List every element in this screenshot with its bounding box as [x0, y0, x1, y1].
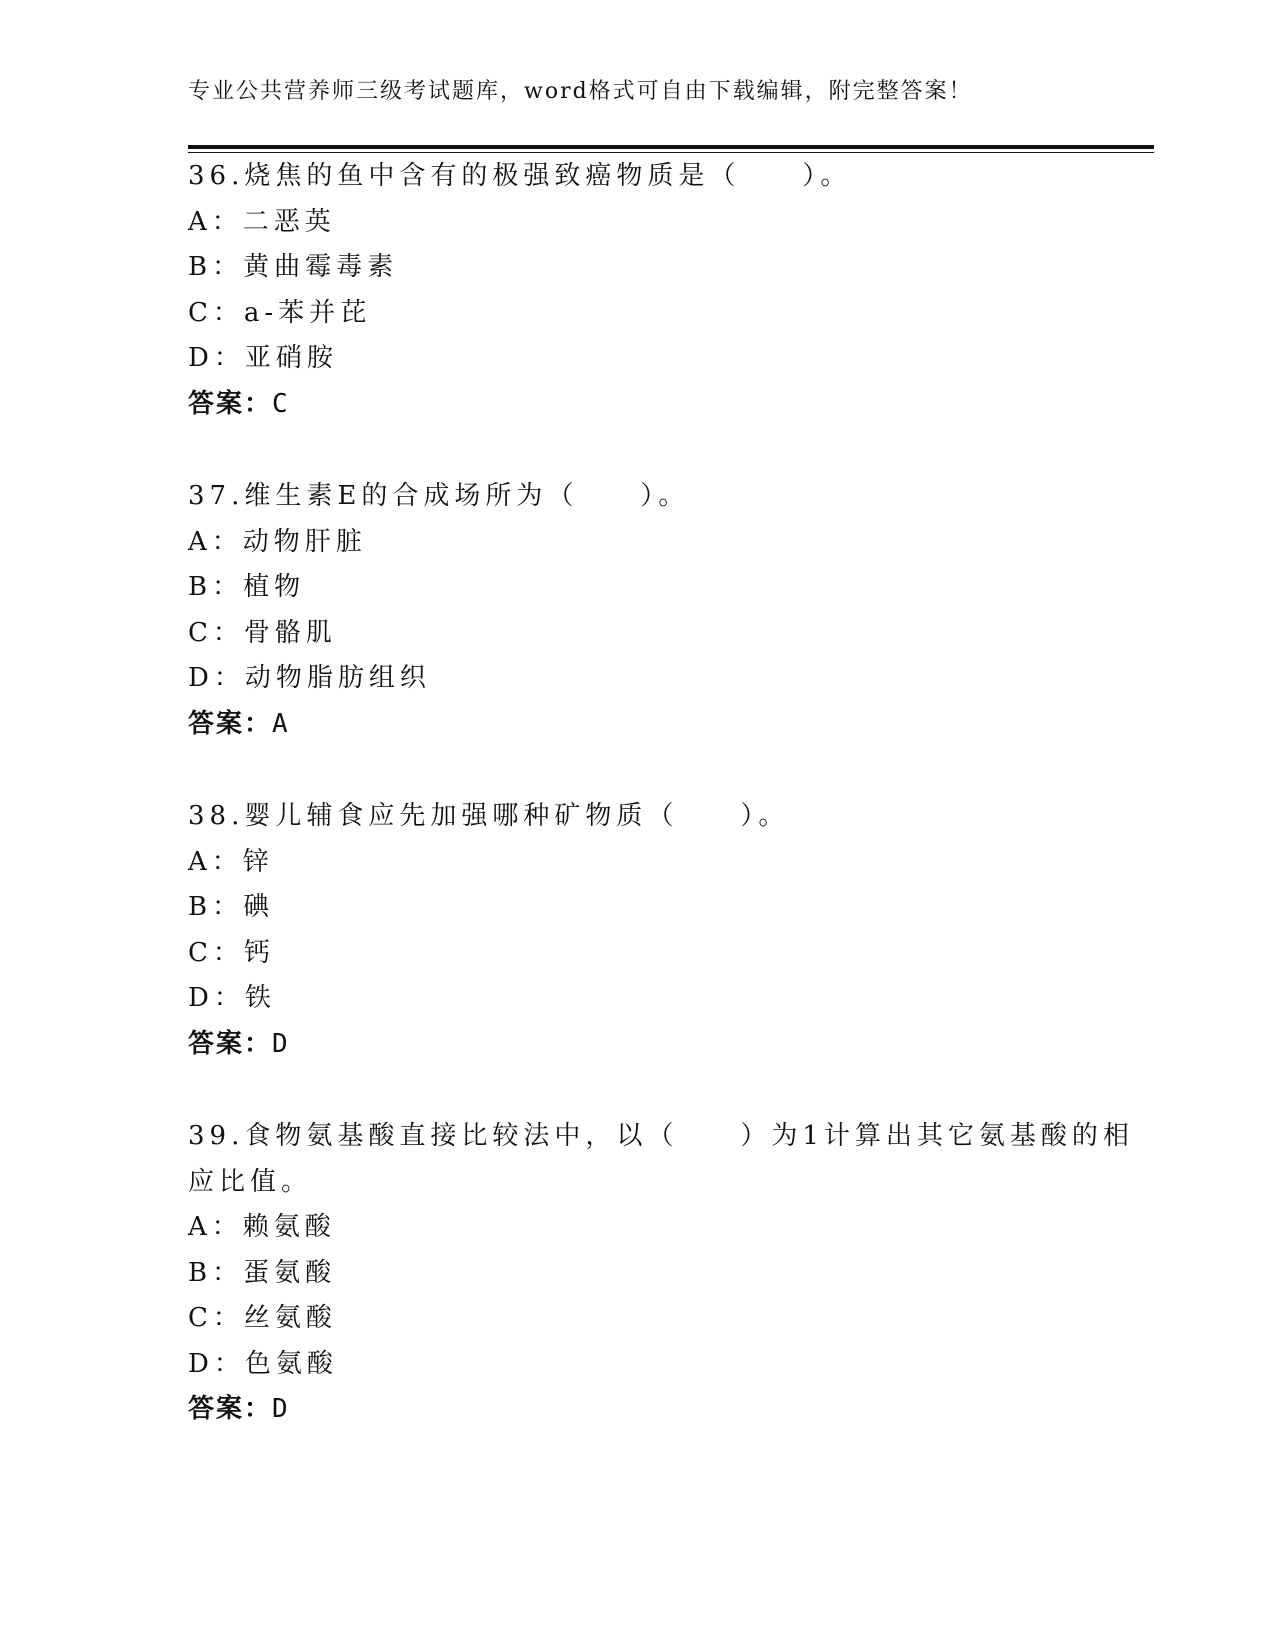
answer-value: C [272, 388, 290, 419]
option-c: C：钙 [188, 937, 275, 968]
option-b: B：碘 [188, 892, 275, 922]
answer-value: D [272, 1394, 290, 1424]
option-d: D：色氨酸 [188, 1348, 338, 1379]
question-stem-continued: 应比值。 [188, 1166, 313, 1197]
question-39 [188, 1114, 1134, 1433]
question-stem: 37.维生素E的合成场所为（ ）。 [188, 481, 690, 511]
answer-line [188, 1022, 1088, 1068]
answer-value: A [272, 708, 290, 739]
option-d: D：铁 [188, 983, 276, 1013]
answer-line [188, 382, 1088, 428]
header-rule-thin [188, 152, 1154, 153]
option-d: D：动物脂肪组织 [188, 663, 431, 693]
question-stem: 36.烧焦的鱼中含有的极强致癌物质是（ ）。 [188, 161, 852, 191]
document-header: 专业公共营养师三级考试题库，word格式可自由下载编辑，附完整答案！ [188, 79, 973, 104]
header-rule-thick [188, 145, 1154, 149]
answer-value: D [272, 1028, 290, 1059]
answer-line [188, 1387, 1088, 1433]
option-b: B：蛋氨酸 [188, 1257, 337, 1288]
option-d: D：亚硝胺 [188, 343, 338, 373]
option-a: A：赖氨酸 [188, 1212, 336, 1242]
answer-label: 答案： [188, 1394, 273, 1424]
question-stem: 38.婴儿辅食应先加强哪种矿物质（ ）。 [188, 801, 790, 831]
option-c: C：a-苯并芘 [188, 297, 372, 328]
question-37 [188, 474, 1088, 747]
answer-label: 答案： [188, 708, 273, 739]
answer-label: 答案： [188, 388, 273, 419]
question-stem: 39.食物氨基酸直接比较法中，以（ ）为1计算出其它氨基酸的相 [188, 1121, 1134, 1151]
option-c: C：骨骼肌 [188, 617, 337, 648]
question-36 [188, 154, 1088, 427]
option-b: B：黄曲霉毒素 [188, 252, 399, 282]
question-38 [188, 794, 1088, 1067]
answer-line [188, 702, 1088, 748]
option-a: A：锌 [188, 846, 274, 877]
answer-label: 答案： [188, 1028, 273, 1059]
option-b: B：植物 [188, 572, 306, 602]
option-c: C：丝氨酸 [188, 1303, 337, 1333]
option-a: A：二恶英 [188, 206, 336, 237]
option-a: A：动物肝脏 [188, 526, 367, 557]
